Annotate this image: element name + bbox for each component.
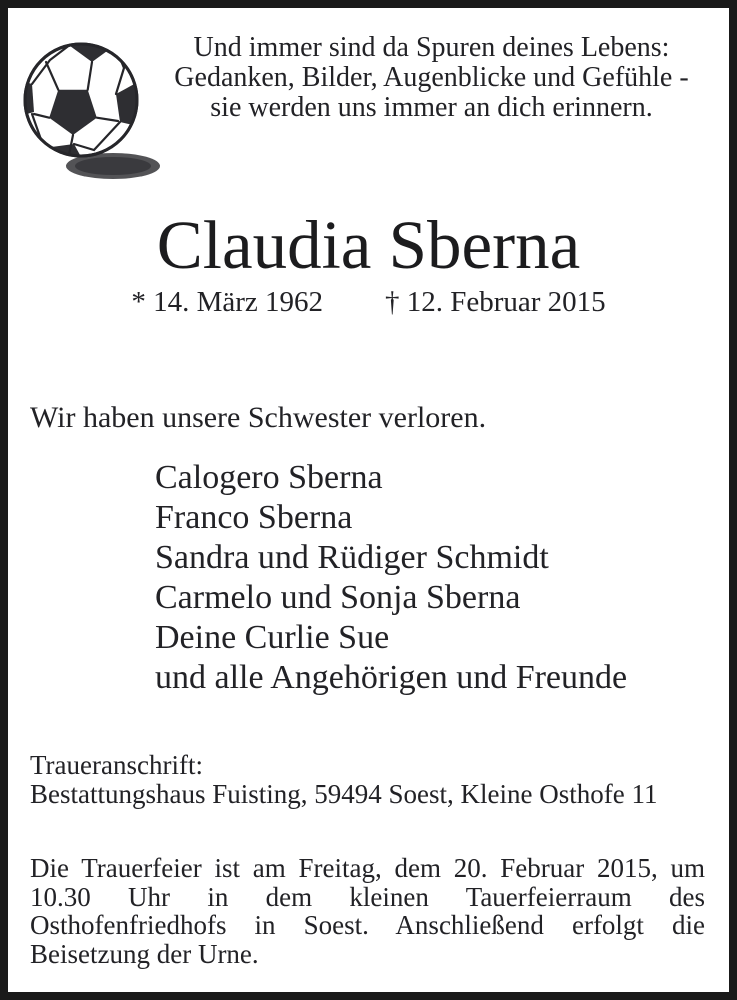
quote-line: Und immer sind da Spuren deines Lebens: bbox=[193, 32, 670, 63]
birth-date: * 14. März 1962 bbox=[131, 286, 323, 318]
header-section bbox=[8, 8, 729, 189]
funeral-line: Osthofenfriedhofs in Soest. Anschließend erfolgt die bbox=[30, 910, 705, 940]
mourning-address-line: Bestattungshaus Fuisting, 59494 Soest, Kleine Osthofe 11 bbox=[30, 779, 658, 809]
funeral-line: Die Trauerfeier ist am Freitag, dem 20. Februar 2015, um bbox=[30, 853, 705, 883]
quote-line: Gedanken, Bilder, Augenblicke und Gefühle - bbox=[174, 62, 689, 93]
mourner-name: Sandra und Rüdiger Schmidt bbox=[155, 539, 549, 576]
soccer-ball-icon bbox=[18, 24, 168, 184]
funeral-line: 10.30 Uhr in dem kleinen Tauerfeierraum des bbox=[30, 881, 705, 912]
mourning-address-block bbox=[30, 751, 729, 809]
life-dates bbox=[8, 288, 729, 317]
funeral-line: Beisetzung der Urne. bbox=[30, 938, 259, 969]
intro-line: Wir haben unsere Schwester verloren. bbox=[30, 401, 487, 434]
mourner-name: Carmelo und Sonja Sberna bbox=[155, 579, 521, 616]
quote-line: sie werden uns immer an dich erinnern. bbox=[210, 92, 653, 123]
deceased-name: Claudia Sberna bbox=[156, 207, 581, 283]
mourner-name: und alle Angehörigen und Freunde bbox=[155, 659, 628, 696]
memorial-quote bbox=[168, 24, 715, 123]
soccer-ball-illustration bbox=[18, 24, 168, 189]
mourner-name: Deine Curlie Sue bbox=[155, 619, 390, 656]
mourner-name: Calogero Sberna bbox=[155, 459, 383, 496]
mourner-name: Franco Sberna bbox=[155, 499, 353, 536]
mourners-list bbox=[155, 458, 729, 698]
funeral-details bbox=[30, 854, 705, 968]
mourning-address-label: Traueranschrift: bbox=[30, 750, 203, 780]
death-date: † 12. Februar 2015 bbox=[385, 286, 606, 318]
